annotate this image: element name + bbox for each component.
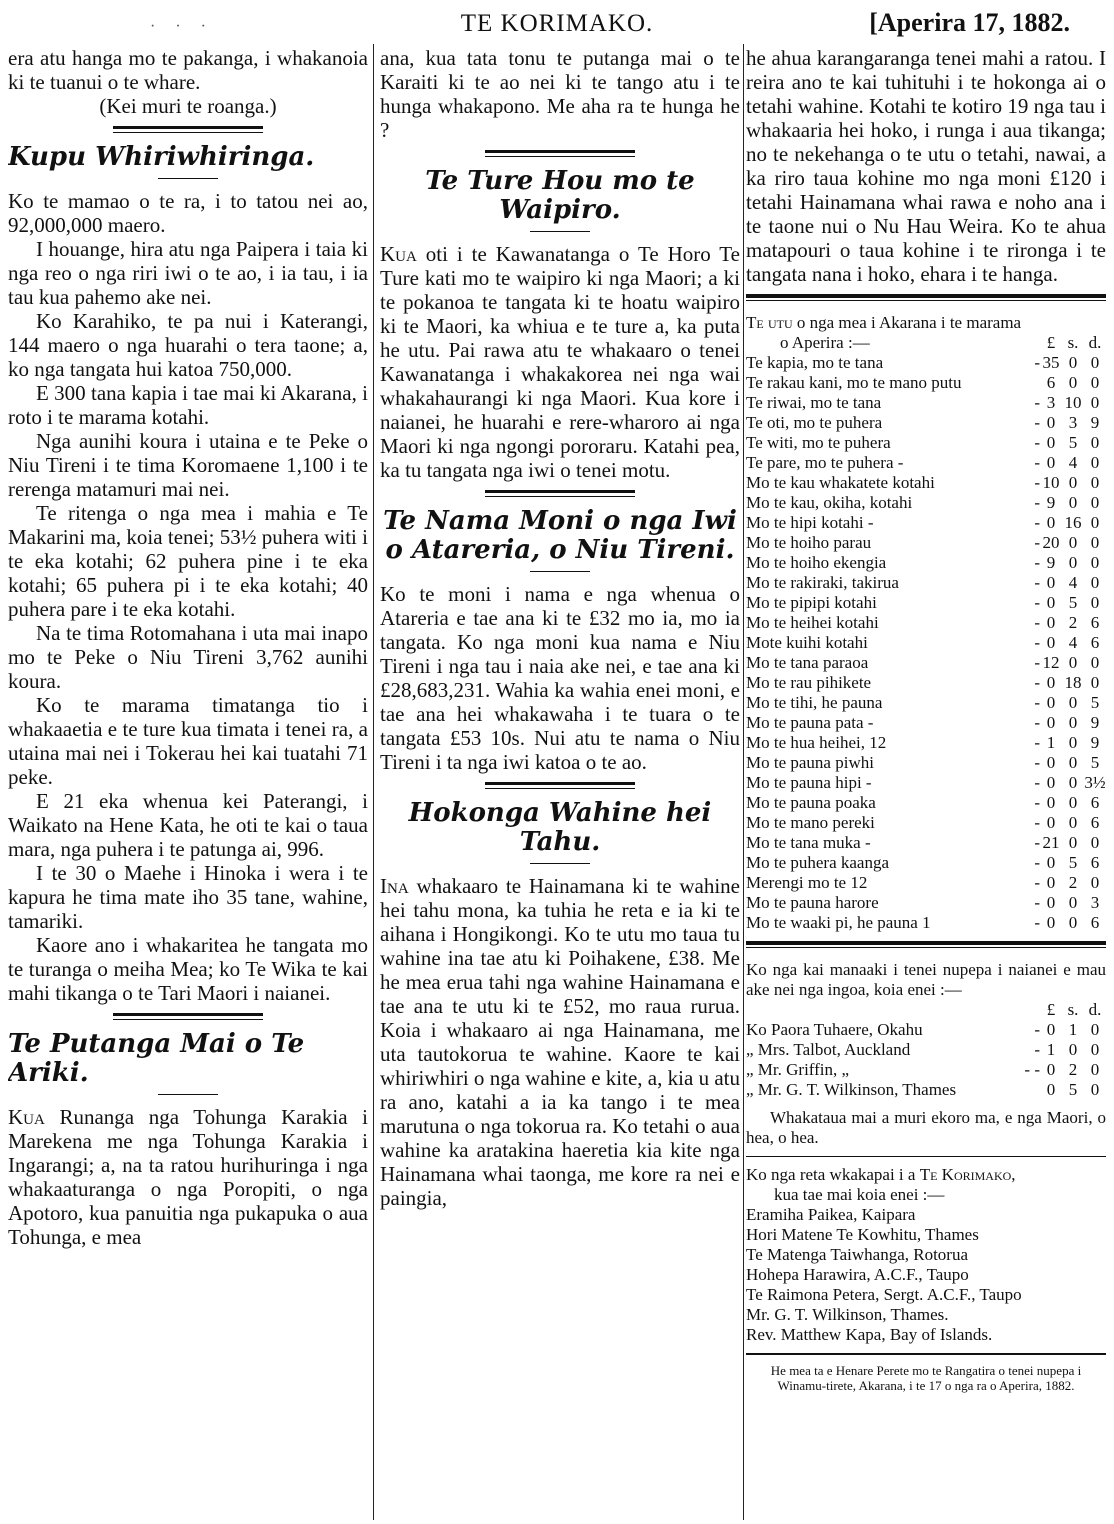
price-pounds: 0: [1046, 453, 1056, 472]
price-item: Mo te hoiho ekengia: [746, 553, 887, 572]
price-pence: 0: [1090, 493, 1100, 512]
price-pence: 0: [1090, 373, 1100, 392]
price-pence: 0: [1090, 673, 1100, 692]
letter-writer: Rev. Matthew Kapa, Bay of Islands.: [746, 1325, 993, 1344]
price-dash: -: [1034, 853, 1040, 872]
price-dash: -: [1034, 633, 1040, 652]
price-dash: -: [1034, 453, 1040, 472]
subscriber-shillings: 0: [1068, 1040, 1078, 1059]
price-pence: 0: [1090, 873, 1100, 892]
price-shillings: 18: [1064, 673, 1082, 692]
price-dash: -: [1034, 753, 1040, 772]
news-item: Nga aunihi koura i utaina e te Peke o Niu Tireni i te tima Koromaene 1,100 i te rerenga matamuri mai nei.: [8, 429, 368, 501]
prices-intro-line2: o Aperira :—: [780, 333, 870, 352]
price-dash: -: [1034, 913, 1040, 932]
price-pounds: 3: [1046, 393, 1056, 412]
column-divider: [743, 44, 744, 1520]
price-row: [746, 653, 1106, 673]
prices-intro-text: o nga mea i Akarana i te marama: [792, 313, 1022, 332]
price-row: [746, 813, 1106, 833]
subscriber-name: Ko Paora Tuhaere, Okahu: [746, 1020, 923, 1039]
price-row: [746, 793, 1106, 813]
price-shillings: 4: [1068, 633, 1078, 652]
subscriber-row: [746, 1080, 1106, 1100]
letters-intro-text: Ko nga reta wkakapai i a: [746, 1165, 920, 1184]
price-dash: -: [1034, 873, 1040, 892]
price-item: Mo te mano pereki: [746, 813, 875, 832]
subscriber-pence: 0: [1090, 1060, 1100, 1079]
news-item: I houange, hira atu nga Paipera i taia ki nga reo o nga riri iwi o te ao, i ia tau, i ia tau kua pahemo ake nei.: [8, 237, 368, 309]
price-shillings: 0: [1068, 493, 1078, 512]
price-item: Merengi mo te 12: [746, 873, 868, 892]
subscriber-name: „ Mr. Griffin, „: [746, 1060, 850, 1079]
price-pence: 6: [1090, 853, 1100, 872]
price-row: [746, 573, 1106, 593]
price-pounds: 0: [1046, 873, 1056, 892]
letter-writer: Hohepa Harawira, A.C.F., Taupo: [746, 1265, 969, 1284]
price-pounds: 20: [1042, 533, 1060, 552]
price-dash: -: [1034, 433, 1040, 452]
subscribers-table: [746, 1000, 1106, 1100]
price-item: Mo te pauna hipi -: [746, 773, 872, 792]
price-item: Mote kuihi kotahi: [746, 633, 868, 652]
price-item: Mo te kau whakatete kotahi: [746, 473, 935, 492]
article-text: oti i te Kawanatanga o Te Horo Te Ture kati mo te waipiro ki nga Maori; a ki te pokanoa te tangata ki te hoatu waipiro ki te Maori, ka whiua e te ture a, ka puta he utu. Pai rawa atu te whakaaro o tenei Kawanatanga i whakakorea nei nga wai whakahaurangi ki nga Maori. Kua kore i naianei, he huarahi e rere-wharoro ai nga Maori ki nga ngongi pororaru. Katahi pea, ka tu tangata nga iwi o tenei motu.: [380, 242, 740, 482]
price-row: [746, 353, 1106, 373]
price-item: Mo te pauna harore: [746, 893, 879, 912]
letters-list: [746, 1205, 1106, 1345]
lead-word: Kua: [8, 1105, 45, 1129]
price-pence: 9: [1090, 713, 1100, 732]
letters-intro-line2: kua tae mai koia enei :—: [774, 1185, 945, 1204]
price-item: Mo te pauna piwhi: [746, 753, 874, 772]
pound-header: £: [1046, 333, 1056, 352]
price-dash: -: [1034, 573, 1040, 592]
pound-header: £: [1046, 1000, 1056, 1019]
section-rule: [113, 1013, 263, 1020]
price-dash: -: [1034, 533, 1040, 552]
price-pence: 5: [1090, 693, 1100, 712]
price-row: [746, 553, 1106, 573]
price-dash: -: [1034, 493, 1040, 512]
price-shillings: 0: [1068, 793, 1078, 812]
price-shillings: 3: [1068, 413, 1078, 432]
price-shillings: 0: [1068, 733, 1078, 752]
price-shillings: 0: [1068, 693, 1078, 712]
price-dash: -: [1034, 893, 1040, 912]
price-row: [746, 493, 1106, 513]
price-shillings: 4: [1068, 453, 1078, 472]
section-rule: [485, 782, 635, 789]
heading-rule: [530, 571, 590, 572]
pence-header: d.: [1088, 1000, 1102, 1019]
price-item: Mo te tana paraoa: [746, 653, 869, 672]
price-pounds: 0: [1046, 913, 1056, 932]
heading-rule: [158, 178, 218, 179]
price-pence: 6: [1090, 913, 1100, 932]
price-pounds: 9: [1046, 493, 1056, 512]
news-item: Ko te mamao o te ra, i to tatou nei ao, 92,000,000 maero.: [8, 189, 368, 237]
price-pounds: 0: [1046, 593, 1056, 612]
subscriber-pounds: 1: [1046, 1040, 1056, 1059]
article-body: [380, 874, 740, 1210]
price-row: [746, 433, 1106, 453]
price-row: [746, 373, 1106, 393]
price-shillings: 0: [1068, 813, 1078, 832]
subscriber-pounds: 0: [1046, 1020, 1056, 1039]
news-item: I te 30 o Maehe i Hinoka i wera i te kapura he tima mate iho 35 tane, wahine, tamariki.: [8, 861, 368, 933]
price-pounds: 0: [1046, 813, 1056, 832]
article-heading: Te Putanga Mai o Te Ariki.: [8, 1029, 305, 1088]
price-pounds: 12: [1042, 653, 1060, 672]
masthead: [0, 6, 1114, 40]
subscriber-name: „ Mrs. Talbot, Auckland: [746, 1040, 911, 1059]
article-text: Runanga nga Tohunga Karakia i Marekena me nga Tohunga Karakia i Ingarangi; a, na ta ratou hurihuringa i nga whakaaturanga o nga Poropiti, o nga Apotoro, kua panuitia nga pukapuka o aua Tohunga, e mea: [8, 1105, 368, 1249]
letter-writer: Eramiha Paikea, Kaipara: [746, 1205, 916, 1224]
price-pence: 0: [1090, 513, 1100, 532]
price-item: Mo te kau, okiha, kotahi: [746, 493, 913, 512]
price-shillings: 10: [1064, 393, 1082, 412]
price-row: [746, 733, 1106, 753]
price-row: [746, 613, 1106, 633]
price-item: Te pare, mo te puhera -: [746, 453, 904, 472]
price-item: Mo te rau pihikete: [746, 673, 872, 692]
price-item: Mo te hipi kotahi -: [746, 513, 874, 532]
price-item: Mo te heihei kotahi: [746, 613, 879, 632]
price-row: [746, 893, 1106, 913]
price-pence: 9: [1090, 413, 1100, 432]
price-pence: 6: [1090, 813, 1100, 832]
price-row: [746, 693, 1106, 713]
price-dash: -: [1034, 393, 1040, 412]
subscriber-dash: - -: [1024, 1060, 1040, 1079]
price-pounds: 35: [1042, 353, 1060, 372]
price-item: Te rakau kani, mo te mano putu: [746, 373, 962, 392]
price-pounds: 0: [1046, 573, 1056, 592]
column-3: [746, 46, 1106, 1516]
newspaper-title: TE KORIMAKO.: [460, 10, 654, 37]
price-shillings: 0: [1068, 753, 1078, 772]
shilling-header: s.: [1067, 333, 1079, 352]
price-row: [746, 413, 1106, 433]
price-pence: 3½: [1084, 773, 1106, 792]
subscriber-row: [746, 1020, 1106, 1040]
subscriber-row: [746, 1040, 1106, 1060]
news-item: Na te tima Rotomahana i uta mai inapo mo te Peke o Niu Tireni 3,762 aunihi koura.: [8, 621, 368, 693]
price-dash: -: [1034, 693, 1040, 712]
price-item: Mo te hoiho parau: [746, 533, 872, 552]
subscribers-note: Whakataua mai a muri ekoro ma, e nga Maori, o hea, o hea.: [746, 1108, 1106, 1147]
column-1: [8, 46, 368, 1516]
price-row: [746, 513, 1106, 533]
prices-header-row: [746, 333, 1106, 353]
news-item: Kaore ano i whakaritea he tangata mo te turanga o meiha Mea; ko Te Wika te kai mahi tikanga o te Tari Maori i naianei.: [8, 933, 368, 1005]
subscriber-dash: [1022, 1080, 1040, 1100]
price-shillings: 0: [1068, 533, 1078, 552]
section-rule: [746, 941, 1106, 948]
price-item: Mo te waaki pi, he pauna 1: [746, 913, 931, 932]
price-shillings: 0: [1068, 353, 1078, 372]
price-pounds: 10: [1042, 473, 1060, 492]
price-pence: 0: [1090, 573, 1100, 592]
article-body: [380, 242, 740, 482]
price-shillings: 16: [1064, 513, 1082, 532]
price-pence: 5: [1090, 753, 1100, 772]
price-row: [746, 393, 1106, 413]
price-row: [746, 773, 1106, 793]
price-shillings: 0: [1068, 373, 1078, 392]
price-dash: -: [1034, 413, 1040, 432]
subscribers-header-row: [746, 1000, 1106, 1020]
price-pence: 0: [1090, 393, 1100, 412]
price-item: Mo te puhera kaanga: [746, 853, 890, 872]
price-dash: -: [1034, 673, 1040, 692]
price-pence: 0: [1090, 553, 1100, 572]
price-pounds: 0: [1046, 793, 1056, 812]
masthead-dots: · · ·: [150, 18, 214, 35]
price-pence: 0: [1090, 433, 1100, 452]
price-row: [746, 533, 1106, 553]
subscriber-shillings: 5: [1068, 1080, 1078, 1099]
price-pounds: 0: [1046, 853, 1056, 872]
price-pence: 0: [1090, 533, 1100, 552]
price-pounds: 0: [1046, 693, 1056, 712]
article-body: [8, 1105, 368, 1249]
news-item: E 21 eka whenua kei Paterangi, i Waikato na Hene Kata, he oti te kai o taua mara, nga puhera i te patunga ai, 996.: [8, 789, 368, 861]
newspaper-name: Te Korimako,: [919, 1165, 1016, 1184]
lead-word: Te utu: [746, 313, 793, 332]
article-heading: Hokonga Wahine hei Tahu.: [408, 798, 712, 857]
price-row: [746, 633, 1106, 653]
price-dash: -: [1034, 713, 1040, 732]
price-pounds: 0: [1046, 513, 1056, 532]
price-pounds: 0: [1046, 433, 1056, 452]
price-shillings: 0: [1068, 773, 1078, 792]
price-item: Mo te tihi, he pauna: [746, 693, 883, 712]
price-shillings: 0: [1068, 913, 1078, 932]
price-row: [746, 713, 1106, 733]
price-item: Mo te pipipi kotahi: [746, 593, 877, 612]
price-pence: 6: [1090, 793, 1100, 812]
heading-rule: [530, 231, 590, 232]
price-shillings: 0: [1068, 553, 1078, 572]
price-shillings: 5: [1068, 433, 1078, 452]
price-dash: -: [1034, 353, 1040, 372]
price-pounds: 21: [1042, 833, 1060, 852]
price-row: [746, 873, 1106, 893]
section-rule: [746, 1353, 1106, 1355]
subscriber-shillings: 2: [1068, 1060, 1078, 1079]
continued-text: ana, kua tata tonu te putanga mai o te Karaiti ki te ao nei ki te tango atu i te hunga whakapono. Me aha ra te hunga he ?: [380, 46, 740, 142]
price-dash: -: [1034, 773, 1040, 792]
column-2: [380, 46, 740, 1516]
price-item: Te riwai, mo te tana: [746, 393, 882, 412]
subscriber-pounds: 0: [1046, 1080, 1056, 1099]
printer-imprint: He mea ta e Henare Perete mo te Rangatira o tenei nupepa i Winamu-tirete, Akarana, i te 17 o nga ra o Aperira, 1882.: [770, 1363, 1082, 1393]
subscriber-pence: 0: [1090, 1080, 1100, 1099]
price-pounds: 0: [1046, 713, 1056, 732]
price-item: Te kapia, mo te tana: [746, 353, 884, 372]
price-item: Mo te rakiraki, takirua: [746, 573, 899, 592]
subscriber-dash: -: [1034, 1040, 1040, 1059]
subscriber-name: „ Mr. G. T. Wilkinson, Thames: [746, 1080, 957, 1099]
news-item: Te ritenga o nga mea i mahia e Te Makarini ma, koia tenei; 53½ puhera witi i te eka kotahi; 62 puhera pine i te eka kotahi; 65 puhera pi i te eka kotahi; 40 puhera pare i te eka kotahi.: [8, 501, 368, 621]
price-dash: -: [1034, 793, 1040, 812]
price-pounds: 0: [1046, 413, 1056, 432]
price-pounds: 0: [1046, 753, 1056, 772]
price-pence: 0: [1090, 473, 1100, 492]
subscribers-intro: Ko nga kai manaaki i tenei nupepa i naianei e mau ake nei nga ingoa, koia enei :—: [746, 960, 1106, 999]
price-shillings: 2: [1068, 613, 1078, 632]
shilling-header: s.: [1067, 1000, 1079, 1019]
issue-date: [Aperira 17, 1882.: [869, 8, 1070, 37]
price-pounds: 0: [1046, 633, 1056, 652]
letters-intro: [746, 1165, 1106, 1205]
price-dash: -: [1034, 653, 1040, 672]
section-rule: [746, 1156, 1106, 1157]
prices-table: [746, 333, 1106, 933]
price-item: Te witi, mo te puhera: [746, 433, 891, 452]
price-row: [746, 593, 1106, 613]
price-shillings: 2: [1068, 873, 1078, 892]
price-pence: 6: [1090, 633, 1100, 652]
lead-word: Kua: [380, 242, 417, 266]
subscriber-pence: 0: [1090, 1040, 1100, 1059]
price-pounds: 9: [1046, 553, 1056, 572]
to-be-continued: (Kei muri te roanga.): [99, 94, 277, 118]
subscriber-shillings: 1: [1068, 1020, 1078, 1039]
section-rule: [485, 490, 635, 497]
price-row: [746, 473, 1106, 493]
price-pence: 0: [1090, 353, 1100, 372]
pence-header: d.: [1088, 333, 1102, 352]
article-heading: Te Nama Moni o nga Iwi o Atareria, o Niu Tireni.: [383, 506, 737, 565]
news-item: Ko te marama timatanga tio i whakaaetia e te ture kua timata i tenei ra, a utaina mai nei i Tokerau hei kai tuatahi 71 peke.: [8, 693, 368, 789]
price-pence: 0: [1090, 653, 1100, 672]
price-dash: -: [1034, 593, 1040, 612]
price-item: Mo te pauna poaka: [746, 793, 876, 812]
price-shillings: 0: [1068, 653, 1078, 672]
news-item: E 300 tana kapia i tae mai ki Akarana, i roto i te marama kotahi.: [8, 381, 368, 429]
heading-rule: [530, 863, 590, 864]
price-pence: 6: [1090, 613, 1100, 632]
column-divider: [373, 44, 374, 1520]
price-pence: 0: [1090, 593, 1100, 612]
heading-rule: [158, 1094, 218, 1095]
section-rule: [485, 150, 635, 157]
price-dash: -: [1034, 473, 1040, 492]
price-shillings: 4: [1068, 573, 1078, 592]
lead-word: Ina: [380, 874, 409, 898]
subscriber-row: [746, 1060, 1106, 1080]
price-pence: 0: [1090, 833, 1100, 852]
price-pounds: 0: [1046, 893, 1056, 912]
price-shillings: 0: [1068, 893, 1078, 912]
price-pounds: 1: [1046, 733, 1056, 752]
price-shillings: 0: [1068, 473, 1078, 492]
price-row: [746, 753, 1106, 773]
subscriber-dash: -: [1034, 1020, 1040, 1039]
price-shillings: 0: [1068, 833, 1078, 852]
price-shillings: 5: [1068, 593, 1078, 612]
price-row: [746, 673, 1106, 693]
price-dash: -: [1034, 833, 1040, 852]
letter-writer: Mr. G. T. Wilkinson, Thames.: [746, 1305, 949, 1324]
price-row: [746, 833, 1106, 853]
price-dash: -: [1034, 513, 1040, 532]
letter-writer: Hori Matene Te Kowhitu, Thames: [746, 1225, 979, 1244]
article-heading: Te Ture Hou mo te Waipiro.: [425, 166, 695, 225]
price-pence: 3: [1090, 893, 1100, 912]
section-rule: [746, 294, 1106, 301]
price-item: Mo te tana muka -: [746, 833, 871, 852]
news-item: Ko Karahiko, te pa nui i Katerangi, 144 maero o nga huarahi o tera taone; a, ko nga tangata hui katoa 750,000.: [8, 309, 368, 381]
price-item: Mo te hua heihei, 12: [746, 733, 887, 752]
price-shillings: 5: [1068, 853, 1078, 872]
price-row: [746, 453, 1106, 473]
price-item: Mo te pauna pata -: [746, 713, 874, 732]
continued-text: he ahua karangaranga tenei mahi a ratou. I reira ano te kai tuhituhi i te hokonga ai o tetahi wahine. Kotahi te kotiro 19 nga tau i whakaaria hei hoko, i runga i aua tikanga; no te nekehanga o te utu o tetahi, nawai, a ka riro taua kohine mo nga moni £120 i tetahi Hainamana whai rawa e noho ana i te taone nui o Nu Hau Weira. Ko te ahua matapouri o taua kohine i te rironga i te tangata nana i hoko, ehara i te hanga.: [746, 46, 1106, 286]
continued-text: era atu hanga mo te pakanga, i whakanoia ki te tuanui o te whare.: [8, 46, 368, 94]
article-heading: Kupu Whiriwhiringa.: [8, 142, 315, 172]
price-shillings: 0: [1068, 713, 1078, 732]
price-dash: -: [1034, 553, 1040, 572]
section-rule: [113, 126, 263, 133]
price-pounds: 0: [1046, 773, 1056, 792]
price-item: Te oti, mo te puhera: [746, 413, 883, 432]
price-dash: [1022, 373, 1040, 393]
price-pence: 9: [1090, 733, 1100, 752]
article-text: whakaaro te Hainamana ki te wahine hei tahu mona, ka tuhia he reta e ia ki te aihana i Hongikongi. Ko te utu mo taua tu wahine ina tae atu ki Poihakene, £38. Me he mea erua tahi nga wahine Hainamana e tae ana te utu ki te £52, mo raua rurua. Koia i whakaaro ai nga Hainamana, me uta tautokorua te wahine. Kaore te kai whiriwhiri o nga wahine e kite, a, kia u atu ra ano, katahi a ia ka tango i te mea marutuna o nga tokorua ra. Ko tetahi o aua wahine ka aratakina haeretia kia kite nga Hainamana whai taonga, me kore ra nei e paingia,: [380, 874, 740, 1210]
price-pounds: 6: [1046, 373, 1056, 392]
price-pounds: 0: [1046, 613, 1056, 632]
price-row: [746, 853, 1106, 873]
article-body: Ko te moni i nama e nga whenua o Atareria e tae ana ki te £32 mo ia, mo ia tangata. Ko nga moni kua nama e Niu Tireni i nga tau i naia ake nei, e tae ana ki £28,683,231. Wahia ka wahia enei moni, e tae ana hei whakawaha i te tuara o te tangata £53 10s. Nui atu te nama o Niu Tireni i ta nga iwi katoa o te ao.: [380, 582, 740, 774]
prices-intro: [746, 313, 1106, 333]
price-dash: -: [1034, 613, 1040, 632]
price-pounds: 0: [1046, 673, 1056, 692]
price-pence: 0: [1090, 453, 1100, 472]
subscriber-pence: 0: [1090, 1020, 1100, 1039]
subscriber-pounds: 0: [1046, 1060, 1056, 1079]
price-dash: -: [1034, 733, 1040, 752]
price-row: [746, 913, 1106, 933]
letter-writer: Te Matenga Taiwhanga, Rotorua: [746, 1245, 969, 1264]
letter-writer: Te Raimona Petera, Sergt. A.C.F., Taupo: [746, 1285, 1022, 1304]
price-dash: -: [1034, 813, 1040, 832]
